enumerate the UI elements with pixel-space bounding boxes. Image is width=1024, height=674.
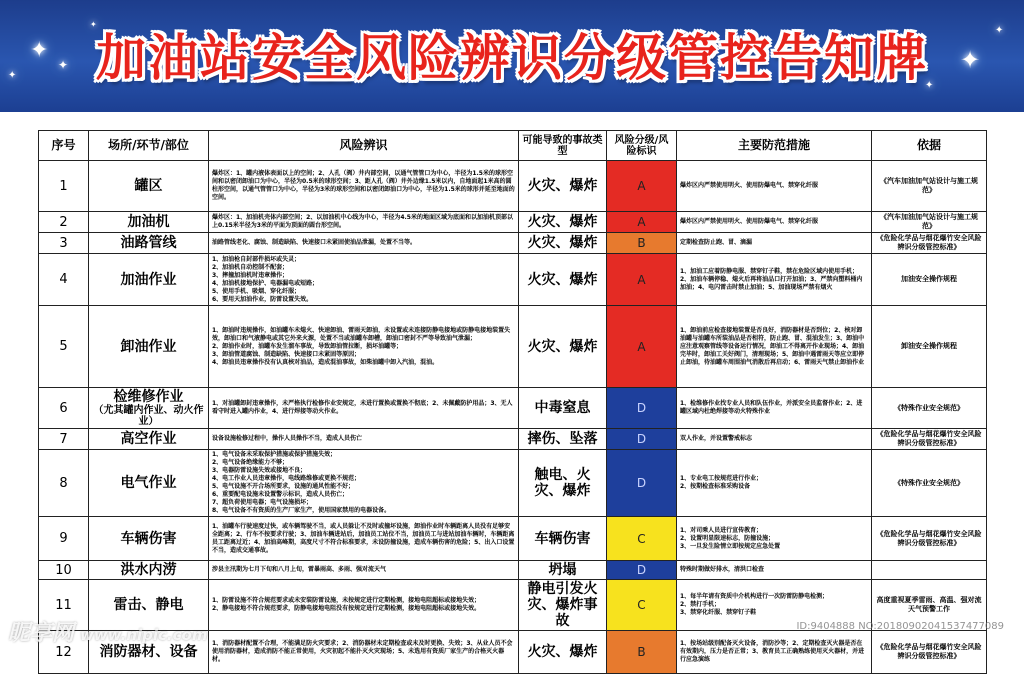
row-number: 12 [39, 631, 89, 674]
row-place [89, 254, 209, 306]
table-header-row [39, 131, 987, 161]
row-accident: 火灾、爆炸 [519, 306, 607, 388]
table-row [39, 254, 987, 306]
header-place: 场所/环节/部位 [89, 131, 209, 161]
level-label: A [637, 272, 646, 287]
row-basis: 高度重视夏季雷雨、高温、强对流天气预警工作 [872, 580, 987, 631]
sparkle-icon: ✦ [8, 70, 17, 81]
sparkle-icon: ✦ [960, 46, 981, 74]
row-number: 5 [39, 306, 89, 388]
row-risk: 1、加油枪自封部件损坏或失灵； 2、加油机自动控制不配套； 3、摔撞加油机时违章操作； 4、加油机接地保护、电器漏电或短路； 5、使用手机、吸烟、穿化纤服； 6、要用天加油作业，防雷设置失效。 [209, 254, 519, 306]
level-label: C [637, 598, 646, 612]
level-label: D [636, 401, 647, 415]
row-risk: 1、电气设备未采取保护措施或保护措施失效； 2、电气设备绝缘能力不够； 3、电器防雷设施失效或接地不良； 4、电工作业人员违章操作，电线路维修或更换不规范； 5、电气设施不开合场所要求，设施的通风性能不好； 6、重要配电设施未设置警示标识，造成人员伤亡； 7、超负荷使用电器；电气设施损坏； 8、电气设备不有资质的生产厂家生产，使用国家禁用的电器设备。 [209, 450, 519, 517]
level-label: B [637, 236, 646, 250]
row-measures: 双人作业，并设置警戒标志 [677, 429, 872, 450]
sparkle-icon: ✦ [925, 80, 934, 91]
row-number: 6 [39, 388, 89, 429]
row-risk: 油路管线老化、腐蚀、制造缺陷、快速接口未紧固使油品泄漏，处置不当等。 [209, 233, 519, 254]
level-label: C [637, 531, 646, 546]
risk-table [38, 130, 987, 674]
watermark-brand: 昵享网 [8, 621, 75, 646]
table-row [39, 561, 987, 580]
row-level [607, 254, 677, 306]
header-banner [0, 0, 1024, 112]
table-row [39, 306, 987, 388]
row-basis: 《汽车加油加气站设计与施工规范》 [872, 161, 987, 212]
row-accident: 火灾、爆炸 [519, 233, 607, 254]
row-number: 2 [39, 212, 89, 233]
row-place [89, 450, 209, 517]
sparkle-icon: ✦ [90, 20, 97, 29]
row-level [607, 233, 677, 254]
table-row [39, 388, 987, 429]
row-risk: 1、防雷设施不符合规范要求或未安装防雷设施，未按规定进行定期检测，接地电阻超标或接地失效； 2、静电接地不符合规范要求，防静电接地电阻没有按规定进行定期检测，接地电阻超标或接地失效。 [209, 580, 519, 631]
row-place-label: 加油作业 [120, 271, 177, 288]
row-place [89, 517, 209, 561]
table-row [39, 233, 987, 254]
row-measures: 定期检查防止跑、冒、滴漏 [677, 233, 872, 254]
level-label: A [637, 339, 646, 354]
level-label: D [636, 476, 647, 490]
row-accident: 静电引发火灾、爆炸事故 [519, 580, 607, 631]
row-level [607, 429, 677, 450]
header-basis: 依据 [872, 131, 987, 161]
row-basis: 《特殊作业安全规范》 [872, 388, 987, 429]
row-basis: 《危险化学品与烟花爆竹安全风险辨识分级管控标准》 [872, 233, 987, 254]
row-place [89, 306, 209, 388]
row-place-label: 高空作业 [120, 431, 177, 447]
row-place [89, 429, 209, 450]
row-accident: 摔伤、坠落 [519, 429, 607, 450]
row-place-label: 雷击、静电 [113, 597, 184, 613]
header-no: 序号 [39, 131, 89, 161]
row-measures: 1、对司乘人员进行宣传教育； 2、设置明显限速标志，防撞设施； 3、一旦发生险情立即按规定应急处置 [677, 517, 872, 561]
page-title: 加油站安全风险辨识分级管控告知牌 [96, 29, 928, 87]
row-accident: 火灾、爆炸 [519, 161, 607, 212]
row-place [89, 388, 209, 429]
row-number: 7 [39, 429, 89, 450]
sparkle-icon: ✦ [58, 58, 69, 72]
row-risk: 1、油罐车行驶速度过快，或车辆驾驶不当，或人员躲让不及时或撞坏设施，卸油作业时车辆距离人员没有足够安全距离；2、行车不按要求行驶；3、加油车辆进站后，加油员工站位不当，加油员工与进站加油车辆时，车辆距离员工距离过近；4、加油高峰期，高度尺寸不符合标准要求，未设防撞设施，造成车辆伤害的危险；5、出入口设置不当，造成交通事故。 [209, 517, 519, 561]
row-risk: 1、卸油时违规操作，如油罐车未熄火、快速卸油、雷雨天卸油，未设置或未连接防静电接地或防静电接地装置失效，卸油口和气液静电或其它外来火源，处置不当或油罐车卸槽，卸油口密封不严等导致油气泄漏； 2、卸油作业时，油罐车发生溜车事故，导致卸油管拉断，损坏油罐等； 3、卸油管道腐蚀、制造缺陷、快速接口未紧固等原因； 4、卸油员违章操作没有认真核对油品，造成混油事故，如柴油罐中卸入汽油，混油。 [209, 306, 519, 388]
row-accident: 火灾、爆炸 [519, 254, 607, 306]
row-level [607, 306, 677, 388]
table-row [39, 450, 987, 517]
table-row [39, 429, 987, 450]
row-level [607, 561, 677, 580]
row-accident: 触电、火灾、爆炸 [519, 450, 607, 517]
row-risk: 设备设施检修过程中，操作人员操作不当，造成人员伤亡 [209, 429, 519, 450]
row-basis [872, 561, 987, 580]
row-number: 10 [39, 561, 89, 580]
sparkle-icon: ✦ [30, 38, 49, 63]
row-basis: 《危险化学品与烟花爆竹安全风险辨识分级管控标准》 [872, 517, 987, 561]
row-risk: 爆炸区：1、加油机壳体内部空间；2、以加油机中心线为中心，半径为4.5米的地面区域为底面和以加油机顶部以上0.15米半径为3米的平面为顶面的圆台形空间。 [209, 212, 519, 233]
row-place-label: 洪水内涝 [120, 562, 177, 578]
header-measures: 主要防范措施 [677, 131, 872, 161]
row-basis: 卸油安全操作规程 [872, 306, 987, 388]
sparkle-icon: ✦ [995, 25, 1004, 36]
row-basis: 《汽车加油加气站设计与施工规范》 [872, 212, 987, 233]
table-row [39, 517, 987, 561]
row-risk: 爆炸区：1、罐内液体表面以上的空间；2、人孔（阀）井内部空间，以通气管管口为中心，半径为1.5米的球形空间和以密闭卸油口为中心，半径为0.5米的球形空间；3、距人孔（阀）井外边缘1.5米以内，自地面起1米高的圆柱形空间，以通气管管口为中心，半径为3米的球形空间和以密闭卸油口为中心，半径为1.5米的球形并延至地面的空间。 [209, 161, 519, 212]
row-risk: 1、消防器材配置不合理，不能满足防火灾要求；2、消防器材未定期检查或未及时更换、失效；3、从业人员不会使用消防器材，造成消防不能正常使用，火灾初起不能扑灭火灾现场；5、未选用有资质厂家生产的合格灭火器材。 [209, 631, 519, 674]
row-place-label: 油路管线 [120, 235, 177, 251]
row-place-label: 消防器材、设备 [99, 644, 198, 660]
row-accident: 火灾、爆炸 [519, 212, 607, 233]
watermark-url: www.nipic.com [80, 626, 208, 644]
row-level [607, 212, 677, 233]
row-place-label: 卸油作业 [120, 338, 177, 355]
row-place [89, 161, 209, 212]
row-measures: 爆炸区内严禁使用明火、使用防爆电气、禁穿化纤服 [677, 161, 872, 212]
table-row [39, 161, 987, 212]
level-label: A [637, 179, 646, 193]
header-accident: 可能导致的事故类型 [519, 131, 607, 161]
row-level [607, 580, 677, 631]
row-basis: 《特殊作业安全规范》 [872, 450, 987, 517]
row-number: 8 [39, 450, 89, 517]
row-level [607, 161, 677, 212]
row-place-label: 电气作业 [120, 475, 177, 491]
row-number: 11 [39, 580, 89, 631]
row-number: 4 [39, 254, 89, 306]
level-label: D [636, 432, 647, 446]
row-place-sub: （尤其罐内作业、动火作业） [93, 405, 204, 427]
row-level [607, 388, 677, 429]
row-number: 1 [39, 161, 89, 212]
row-measures: 1、检维修作业找专业人员和队伍作业，并派安全员监督作业；2、进罐区域内杜绝焊接等动火特殊作业 [677, 388, 872, 429]
row-measures: 1、按场站级别配备灭火设备，消防沙等；2、定期检查灭火器是否在有效期内，压力是否正常；3、教育员工正确熟练使用灭火器材，并进行应急演练 [677, 631, 872, 674]
row-place [89, 561, 209, 580]
watermark-left [8, 616, 207, 647]
row-place [89, 212, 209, 233]
row-place-label: 检维修作业 [113, 389, 184, 405]
row-place [89, 233, 209, 254]
row-risk: 1、对油罐卸封违章操作，未严格执行检修作业安规定，未进行置换或置换不彻底；2、未佩戴防护用品；3、无人看守时进入罐内作业，4、进行焊接等动火作业。 [209, 388, 519, 429]
row-place-label: 车辆伤害 [120, 530, 177, 547]
row-number: 9 [39, 517, 89, 561]
level-label: B [637, 645, 646, 659]
row-accident: 坍塌 [519, 561, 607, 580]
level-label: A [637, 215, 646, 229]
row-measures: 爆炸区内严禁使用明火、使用防爆电气、禁穿化纤服 [677, 212, 872, 233]
row-accident: 火灾、爆炸 [519, 631, 607, 674]
row-risk: 涉县主汛期为七月下旬和八月上旬，雷暴雨高、多雨、强对流天气 [209, 561, 519, 580]
row-basis: 《危险化学品与烟花爆竹安全风险辨识分级管控标准》 [872, 429, 987, 450]
level-label: D [636, 563, 647, 577]
row-number: 3 [39, 233, 89, 254]
row-basis: 《危险化学品与烟花爆竹安全风险辨识分级管控标准》 [872, 631, 987, 674]
row-measures: 1、每半年请有资质中介机构进行一次防雷防静电检测； 2、禁打手机； 3、禁穿化纤服、禁穿钉子鞋 [677, 580, 872, 631]
row-level [607, 517, 677, 561]
row-level [607, 631, 677, 674]
watermark-id: ID:9404888 NO:20180902041537477089 [796, 621, 1004, 632]
table-row [39, 212, 987, 233]
row-accident: 中毒窒息 [519, 388, 607, 429]
row-level [607, 450, 677, 517]
row-measures: 1、卸油前应检查接地装置是否良好，消防器材是否到位；2、核对卸油罐与油罐车所装油品是否相符，防止跑、冒、混油发生；3、卸油中应注意观察管线等设备运行情况，卸油工不得离开作业现场；4、卸油完毕时，卸油工关好阀门，清理现场；5、卸油中遇雷雨天等应立即停止卸油，待油罐车周围油气消散后再启动；6、雷雨天气禁止卸油作业 [677, 306, 872, 388]
row-basis: 加油安全操作规程 [872, 254, 987, 306]
header-risk: 风险辨识 [209, 131, 519, 161]
header-level: 风险分级/风险标识 [607, 131, 677, 161]
row-measures: 1、加油工应着防静电服、禁穿钉子鞋，禁在危险区域内使用手机；2、加油车辆停稳、熄火后再将油品口打开加油；3、严禁向塑料桶内加油；4、电闪雷击时禁止加油；5、加油现场严禁有烟火 [677, 254, 872, 306]
row-place-label: 加油机 [127, 214, 170, 230]
row-measures: 特殊时期做好排水，清洪口检查 [677, 561, 872, 580]
row-accident: 车辆伤害 [519, 517, 607, 561]
row-place-label: 罐区 [134, 178, 163, 194]
row-measures: 1、专业电工按规范进行作业； 2、按期检查标准采购设备 [677, 450, 872, 517]
